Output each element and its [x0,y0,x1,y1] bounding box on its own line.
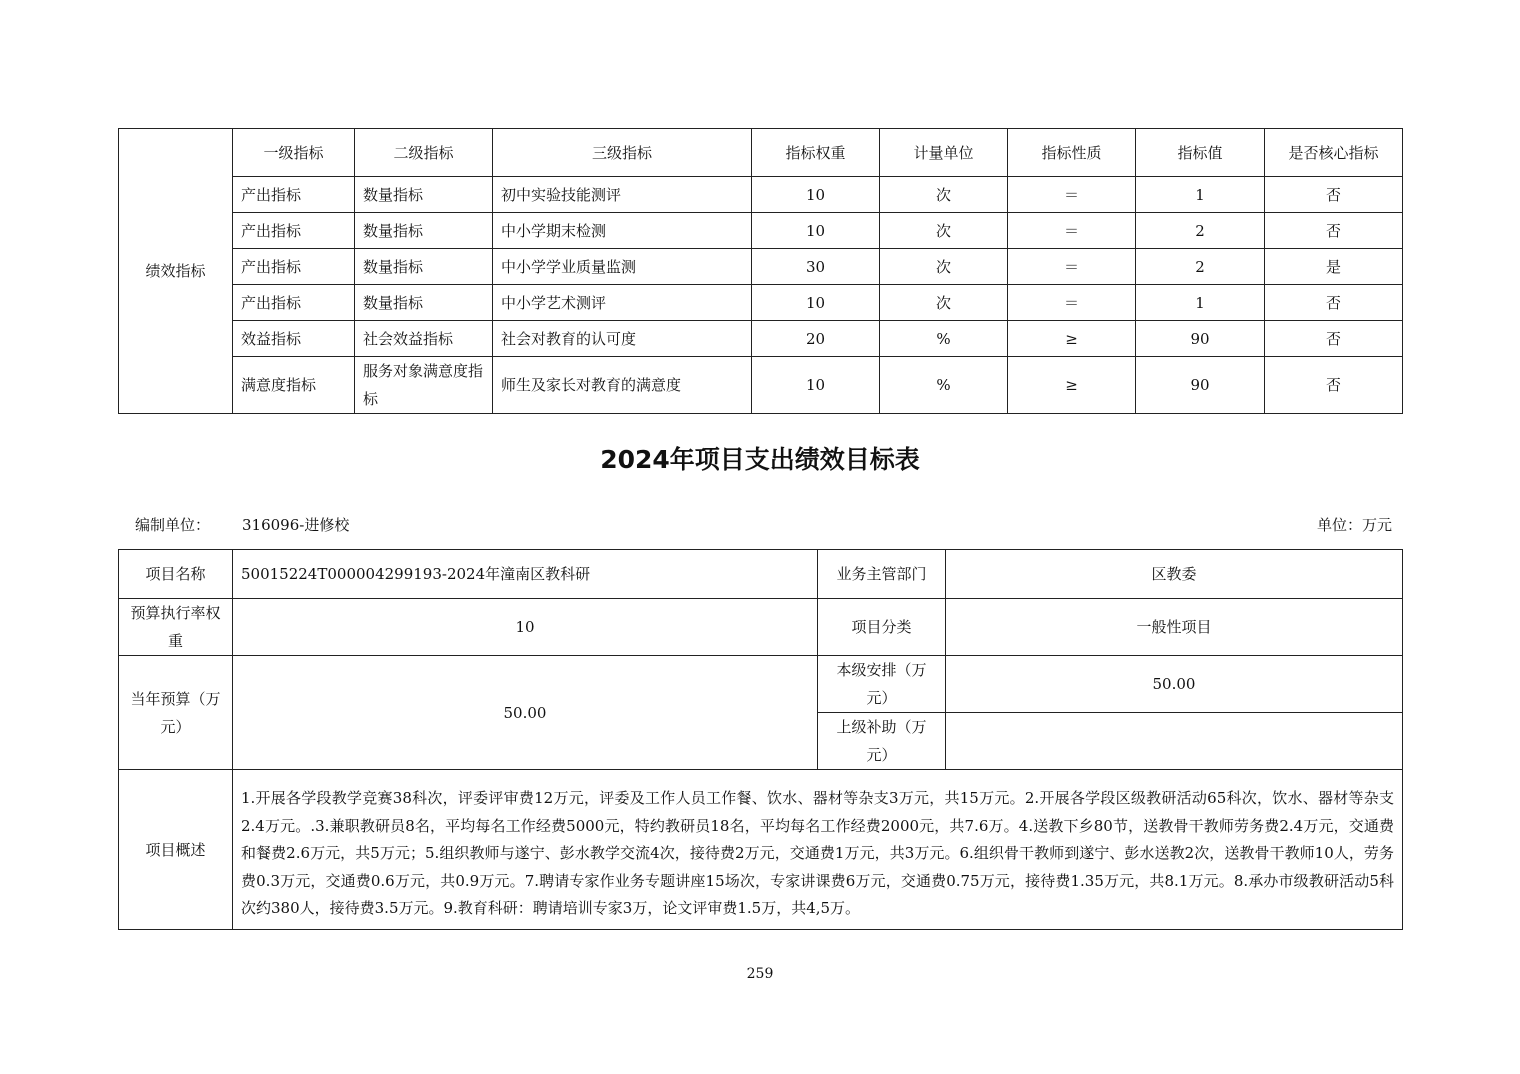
cell-level3: 中小学期末检测 [493,213,752,249]
header-unit: 计量单位 [880,129,1008,177]
table-row [119,656,1403,713]
cell-weight: 10 [752,177,880,213]
cell-nature: ≥ [1008,321,1136,357]
cell-nature: ≥ [1008,357,1136,414]
cell-unit: % [880,357,1008,414]
cell-level2: 服务对象满意度指标 [355,357,493,414]
cell-core: 是 [1265,249,1403,285]
cell-value: 2 [1136,213,1265,249]
category-label: 项目分类 [818,599,946,656]
table-row [119,599,1403,656]
upper-funding-label: 上级补助（万元） [818,713,946,770]
summary-label: 项目概述 [119,770,233,930]
cell-value: 1 [1136,285,1265,321]
cell-nature: ＝ [1008,213,1136,249]
page-title: 2024年项目支出绩效目标表 [600,445,920,474]
cell-weight: 10 [752,285,880,321]
cell-level1: 产出指标 [233,177,355,213]
cell-unit: 次 [880,213,1008,249]
project-info-table [118,549,1403,930]
header-core: 是否核心指标 [1265,129,1403,177]
cell-weight: 20 [752,321,880,357]
cell-level3: 中小学艺术测评 [493,285,752,321]
table-row [119,321,1403,357]
table-row [119,770,1403,930]
compiling-unit-label: 编制单位： [135,516,211,534]
cell-level2: 社会效益指标 [355,321,493,357]
project-name-label: 项目名称 [119,550,233,599]
header-weight: 指标权重 [752,129,880,177]
cell-level3: 社会对教育的认可度 [493,321,752,357]
cell-level1: 产出指标 [233,285,355,321]
cell-core: 否 [1265,321,1403,357]
performance-indicator-table [118,128,1403,414]
header-value: 指标值 [1136,129,1265,177]
local-funding-value: 50.00 [946,656,1403,713]
table-row [119,550,1403,599]
cell-value: 1 [1136,177,1265,213]
exec-rate-label: 预算执行率权重 [119,599,233,656]
budget-value: 50.00 [233,656,818,770]
cell-weight: 10 [752,357,880,414]
dept-label: 业务主管部门 [818,550,946,599]
cell-unit: % [880,321,1008,357]
header-nature: 指标性质 [1008,129,1136,177]
cell-level1: 效益指标 [233,321,355,357]
table-row [119,357,1403,414]
cell-core: 否 [1265,177,1403,213]
header-level1: 一级指标 [233,129,355,177]
cell-level2: 数量指标 [355,285,493,321]
summary-text: 1.开展各学段教学竞赛38科次，评委评审费12万元，评委及工作人员工作餐、饮水、器材等杂支3万元，共15万元。2.开展各学段区级教研活动65科次，饮水、器材等杂支2.4万元。.3.兼职教研员8名，平均每名工作经费5000元，特约教研员18名，平均每名工作经费2000元，共7.6万。4.送教下乡80节，送教骨干教师劳务费2.4万元，交通费和餐费2.6万元，共5万元；5.组织教师与遂宁、彭水教学交流4次，接待费2万元，交通费1万元，共3万元。6.组织骨干教师到遂宁、彭水送教2次，送教骨干教师10人，劳务费0.3万元，交通费0.6万元，共0.9万元。7.聘请专家作业务专题讲座15场次，专家讲课费6万元，交通费0.75万元，接待费1.35万元，共8.1万元。8.承办市级教研活动5科次约380人，接待费3.5万元。9.教育科研：聘请培训专家3万，论文评审费1.5万，共4,5万。 [233,770,1403,930]
cell-nature: ＝ [1008,177,1136,213]
local-funding-label: 本级安排（万元） [818,656,946,713]
category-value: 一般性项目 [946,599,1403,656]
dept-value: 区教委 [946,550,1403,599]
cell-level1: 产出指标 [233,213,355,249]
table-row [119,213,1403,249]
upper-funding-value [946,713,1403,770]
cell-level1: 满意度指标 [233,357,355,414]
page-number: 259 [746,966,774,982]
cell-nature: ＝ [1008,249,1136,285]
cell-unit: 次 [880,177,1008,213]
header-level2: 二级指标 [355,129,493,177]
cell-level1: 产出指标 [233,249,355,285]
cell-core: 否 [1265,285,1403,321]
cell-weight: 10 [752,213,880,249]
cell-core: 否 [1265,357,1403,414]
table-row [119,285,1403,321]
project-name-value: 50015224T000004299193-2024年潼南区教科研 [233,550,818,599]
cell-level2: 数量指标 [355,177,493,213]
cell-level2: 数量指标 [355,249,493,285]
cell-weight: 30 [752,249,880,285]
cell-unit: 次 [880,285,1008,321]
cell-level3: 初中实验技能测评 [493,177,752,213]
cell-level2: 数量指标 [355,213,493,249]
perf-header-row [119,129,1403,177]
cell-nature: ＝ [1008,285,1136,321]
cell-unit: 次 [880,249,1008,285]
currency-unit: 单位：万元 [1316,516,1392,534]
cell-value: 90 [1136,321,1265,357]
cell-value: 2 [1136,249,1265,285]
cell-value: 90 [1136,357,1265,414]
exec-rate-value: 10 [233,599,818,656]
perf-side-label: 绩效指标 [119,129,233,414]
cell-core: 否 [1265,213,1403,249]
budget-label: 当年预算（万元） [119,656,233,770]
header-level3: 三级指标 [493,129,752,177]
table-row [119,249,1403,285]
cell-level3: 师生及家长对教育的满意度 [493,357,752,414]
table-row [119,177,1403,213]
cell-level3: 中小学学业质量监测 [493,249,752,285]
compiling-unit-value: 316096-进修校 [242,516,350,534]
